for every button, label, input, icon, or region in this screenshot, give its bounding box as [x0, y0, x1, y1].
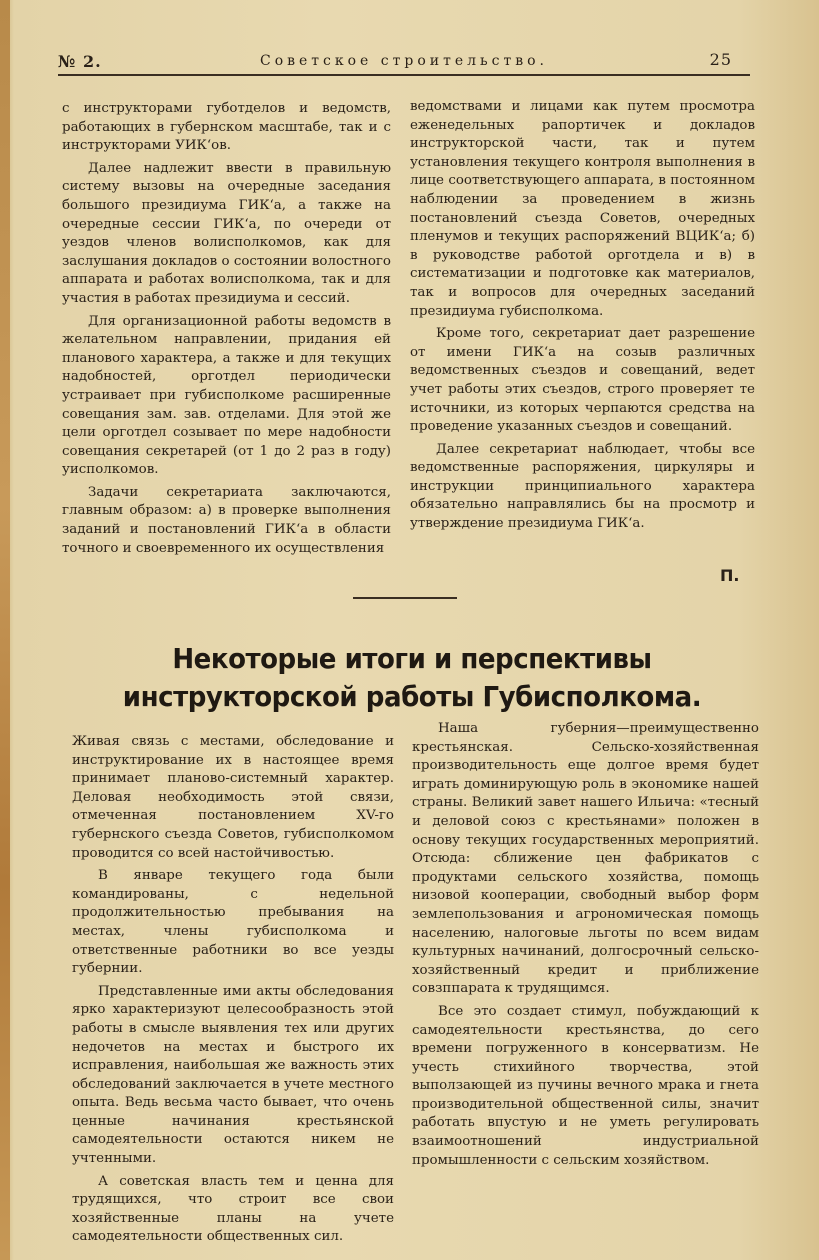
paragraph: ведомствами и лицами как путем просмотра еженедельных рапортичек и докладов инструкторской части, так и путем установления текущего контроля выполнения в лице соответствующего аппарата, в постоянном наблюдении за проведением в жизнь постановлений съезда Советов, очередных пленумов и текущих распоряжений ВЦИК‘а; б) в руководстве работой орготдела и в) в систематизации и подготовке как материалов, так и вопросов для очередных заседаний президиума губисполкома. [410, 99, 755, 319]
paragraph: А советская власть тем и ценна для трудящихся, что строит все свои хозяйственные планы на учете самодеятельности общественных сил. [72, 1173, 394, 1245]
section-divider [353, 597, 457, 599]
article-title: Некоторые итоги и перспективы инструкторской работы Губисполкома. [122, 642, 702, 713]
paragraph: Наша губерния—преимущественно крестьянская. Сельско-хозяйственная производительность еще долгое время будет играть доминирующую роль в экономике нашей страны. Великий завет нашего Ильича: «тесный и деловой союз с крестьянами» положен в основу текущих государственных мероприятий. Отсюда: сближение цен фабрикатов с продуктами сельского хозяйства, помощь низовой кооперации, свободный выбор форм землепользования и агрономическая помощь населению, налоговые льготы по всем видам культурных начинаний, долгосрочный сельско-хозяйственный кредит и приближение совзппарата к трудящимся. [412, 721, 759, 997]
binding-edge [0, 0, 10, 1260]
top-left-column [62, 100, 391, 562]
bottom-left-column [72, 733, 394, 1251]
paragraph: Задачи секретариата заключаются, главным образом: а) в проверке выполнения заданий и постановлений ГИК‘а в области точного и своевременного их осуществления [62, 484, 391, 556]
paragraph: Живая связь с местами, обследование и инструктирование их в настоящее время принимает планово-системный характер. Деловая необходимость этой связи, отмеченная постановлением XV-го губернского съезда Советов, губисполкомом проводится со всей настойчивостью. [72, 734, 394, 861]
paragraph: Кроме того, секретариат дает разрешение от имени ГИК‘а на созыв различных ведомственных съездов и совещаний, ведет учет работы этих съездов, строго проверяет те источники, из которых черпаются средства на проведение указанных съездов и совещаний. [410, 326, 755, 435]
paragraph: с инструкторами губотделов и ведомств, работающих в губернском масштабе, так и с инструкторами УИК‘ов. [62, 101, 391, 154]
paragraph: Все это создает стимул, побуждающий к самодеятельности крестьянства, до сего времени погруженного в консерватизм. Не учесть стихийного творчества, этой выползающей из пучины вечного мрака и гнета производительной общественной силы, значит работать впустую и не уметь регулировать взаимоотношений индустриальной промышленности с сельским хозяйством. [412, 1003, 759, 1168]
page-number: 25 [709, 50, 732, 69]
paragraph: В январе текущего года были командированы, с недельной продолжительностью пребывания на местах, члены губисполкома и ответственные работники во все уезды губернии. [72, 868, 394, 977]
paragraph: Далее надлежит ввести в правильную систему вызовы на очередные заседания большого президиума ГИК‘а, а также на очередные сессии ГИК‘а, по очереди от уездов членов волисполкомов, как для заслушания докладов о состоянии волостного аппарата и работах волисполкома, так и для участия в работах президиума и сессий. [62, 160, 391, 306]
journal-title: Советское строительство. [259, 53, 548, 69]
paragraph: Для организационной работы ведомств в желательном направлении, придания ей планового характера, а также и для текущих надобностей, орготдел периодически устраивает при губисполкоме расширенные совещания зам. зав. отделами. Для этой же цели орготдел созывает по мере надобности совещания секретарей (от 1 до 2 раз в году) уисполкомов. [62, 313, 391, 478]
author-signature: П. [720, 566, 740, 585]
paragraph: Далее секретариат наблюдает, чтобы все ведомственные распоряжения, циркуляры и инструкции принципиального характера обязательно направлялись бы на просмотр и утверждение президиума ГИК‘а. [410, 441, 755, 532]
bottom-right-column [412, 720, 759, 1174]
paragraph: Представленные ими акты обследования ярко характеризуют целесообразность этой работы в смысле выявления тех или других недочетов на местах и быстрого их исправления, наибольшая же важность этих обследований заключается в учете местного опыта. Ведь весьма часто бывает, что очень ценные начинания крестьянской самодеятельности остаются никем не учтенными. [72, 983, 394, 1167]
issue-number: № 2. [58, 52, 102, 71]
top-right-column [410, 98, 755, 538]
running-header [58, 50, 750, 76]
